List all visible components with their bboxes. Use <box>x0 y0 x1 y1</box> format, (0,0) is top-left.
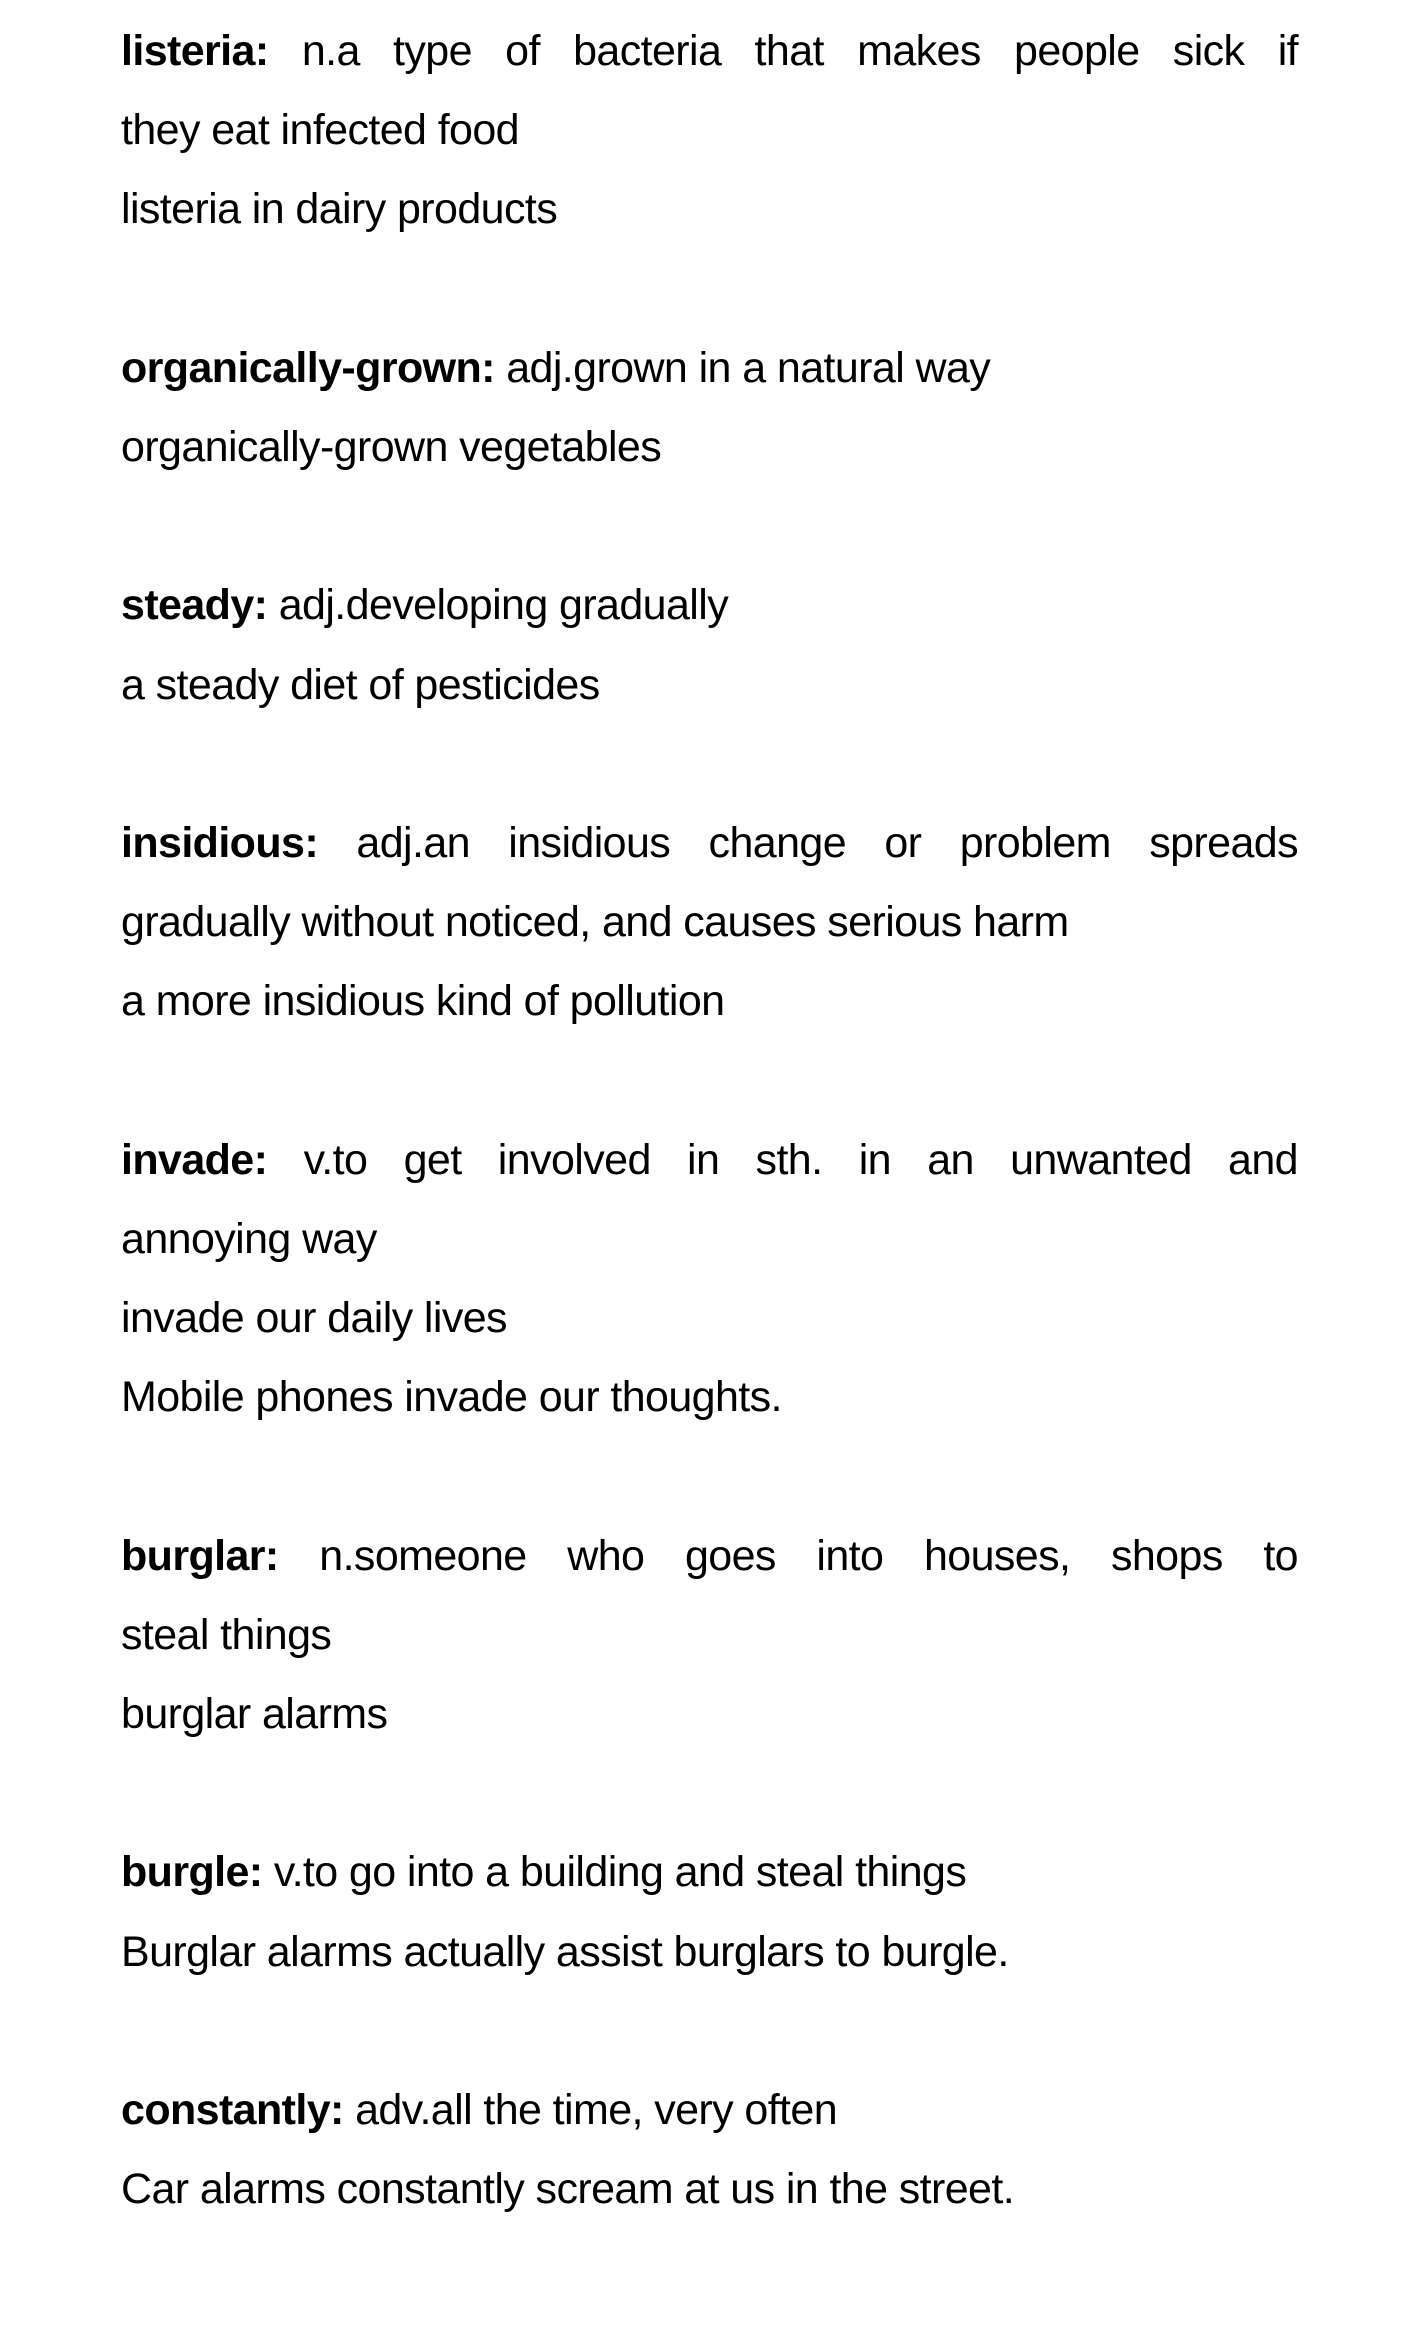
example-line: Burglar alarms actually assist burglars to burgle. <box>121 1927 1009 1976</box>
definition-line <box>121 1833 1298 1912</box>
vocab-term: constantly: <box>121 2085 344 2134</box>
definition-line <box>121 329 1298 408</box>
vocabulary-document <box>121 12 1298 2229</box>
definition-text: adj.an insidious change or problem spreads <box>318 818 1298 867</box>
definition-text: v.to go into a building and steal things <box>262 1848 967 1897</box>
vocab-term: steady: <box>121 581 268 630</box>
example-line: burglar alarms <box>121 1689 388 1738</box>
vocab-entry-insidious <box>121 804 1298 1042</box>
example-line: invade our daily lives <box>121 1294 507 1342</box>
definition-text: adv.all the time, very often <box>343 2085 838 2134</box>
vocab-term: organically-grown: <box>121 343 495 392</box>
example-line: organically-grown vegetables <box>121 422 662 471</box>
definition-text: adj.grown in a natural way <box>494 343 991 392</box>
vocab-term: listeria: <box>121 27 269 75</box>
example-line: Car alarms constantly scream at us in the street. <box>121 2165 1015 2214</box>
definition-text: n.a type of bacteria that makes people sick if <box>268 27 1298 75</box>
example-line: a steady diet of pesticides <box>121 660 600 709</box>
vocab-entry-organically-grown <box>121 329 1298 487</box>
vocab-term: insidious: <box>121 818 319 867</box>
definition-line <box>121 1517 1298 1596</box>
vocab-term: invade: <box>121 1135 268 1184</box>
definition-line <box>121 1121 1298 1200</box>
definition-line: steal things <box>121 1610 332 1659</box>
vocab-entry-invade <box>121 1121 1298 1438</box>
definition-text: adj.developing gradually <box>267 581 729 630</box>
definition-line <box>121 566 1298 645</box>
definition-line: they eat infected food <box>121 106 519 155</box>
example-line: a more insidious kind of pollution <box>121 977 725 1026</box>
vocab-entry-steady <box>121 566 1298 724</box>
definition-text: v.to get involved in sth. in an unwanted and <box>267 1135 1298 1184</box>
definition-line: gradually without noticed, and causes serious harm <box>121 898 1069 947</box>
definition-line <box>121 2071 1298 2150</box>
example-line: Mobile phones invade our thoughts. <box>121 1373 782 1422</box>
vocab-entry-burgle <box>121 1833 1298 1991</box>
definition-line: annoying way <box>121 1214 377 1263</box>
vocab-entry-constantly <box>121 2071 1298 2229</box>
definition-text: n.someone who goes into houses, shops to <box>278 1531 1298 1580</box>
example-line: listeria in dairy products <box>121 185 558 234</box>
vocab-term: burgle: <box>121 1848 263 1897</box>
definition-line <box>121 804 1298 883</box>
vocab-entry-burglar <box>121 1517 1298 1755</box>
vocab-term: burglar: <box>121 1531 279 1580</box>
definition-line <box>121 12 1298 91</box>
vocab-entry-listeria <box>121 12 1298 250</box>
